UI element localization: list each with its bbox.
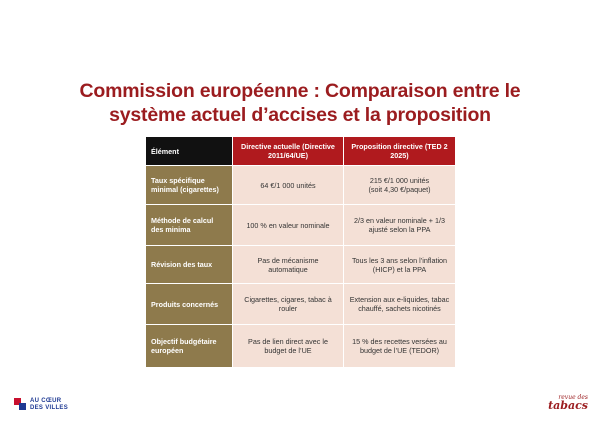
current-value: 64 €/1 000 unités bbox=[233, 166, 344, 205]
header-proposal-directive: Proposition directive (TED 2 2025) bbox=[344, 137, 456, 166]
title-line-2: système actuel d’accises et la proposition bbox=[109, 104, 491, 126]
proposal-value: Extension aux e-liquides, tabac chauffé, sachets nicotinés bbox=[344, 284, 456, 325]
table-row bbox=[146, 166, 456, 205]
logo-text-line-1: AU CŒUR bbox=[30, 398, 62, 404]
table-row bbox=[146, 284, 456, 325]
table-header-row bbox=[146, 137, 456, 166]
current-value: Pas de lien direct avec le budget de l’UE bbox=[233, 325, 344, 368]
au-coeur-des-villes-logo bbox=[14, 398, 68, 412]
logo-text bbox=[30, 398, 68, 412]
proposal-value: 2/3 en valeur nominale + 1/3 ajusté selon la PPA bbox=[344, 205, 456, 246]
comparison-table bbox=[145, 136, 456, 368]
title-line-1: Commission européenne : Comparaison entre le bbox=[79, 80, 521, 102]
header-element: Élément bbox=[146, 137, 233, 166]
table-row bbox=[146, 205, 456, 246]
row-label: Taux spécifique minimal (cigarettes) bbox=[146, 166, 233, 205]
header-current-directive: Directive actuelle (Directive 2011/64/UE) bbox=[233, 137, 344, 166]
row-label: Méthode de calcul des minima bbox=[146, 205, 233, 246]
proposal-value bbox=[344, 166, 456, 205]
proposal-value-line-1: 215 €/1 000 unités bbox=[369, 176, 430, 185]
row-label: Révision des taux bbox=[146, 246, 233, 284]
row-label: Produits concernés bbox=[146, 284, 233, 325]
logo-text-line-2: DES VILLES bbox=[30, 405, 69, 411]
logo-big-text: tabacs bbox=[548, 399, 588, 412]
current-value: Pas de mécanisme automatique bbox=[233, 246, 344, 284]
table-row bbox=[146, 246, 456, 284]
proposal-value-line-2: (soit 4,30 €/paquet) bbox=[368, 185, 431, 194]
logo-mark-icon bbox=[14, 398, 26, 412]
revue-des-tabacs-logo bbox=[548, 394, 588, 410]
logo-small-text: revue des bbox=[558, 394, 588, 401]
current-value: Cigarettes, cigares, tabac à rouler bbox=[233, 284, 344, 325]
page-title bbox=[0, 79, 600, 127]
proposal-value: 15 % des recettes versées au budget de l’UE (TEDOR) bbox=[344, 325, 456, 368]
current-value: 100 % en valeur nominale bbox=[233, 205, 344, 246]
table-row bbox=[146, 325, 456, 368]
row-label: Objectif budgétaire européen bbox=[146, 325, 233, 368]
proposal-value: Tous les 3 ans selon l’inflation (HICP) et la PPA bbox=[344, 246, 456, 284]
